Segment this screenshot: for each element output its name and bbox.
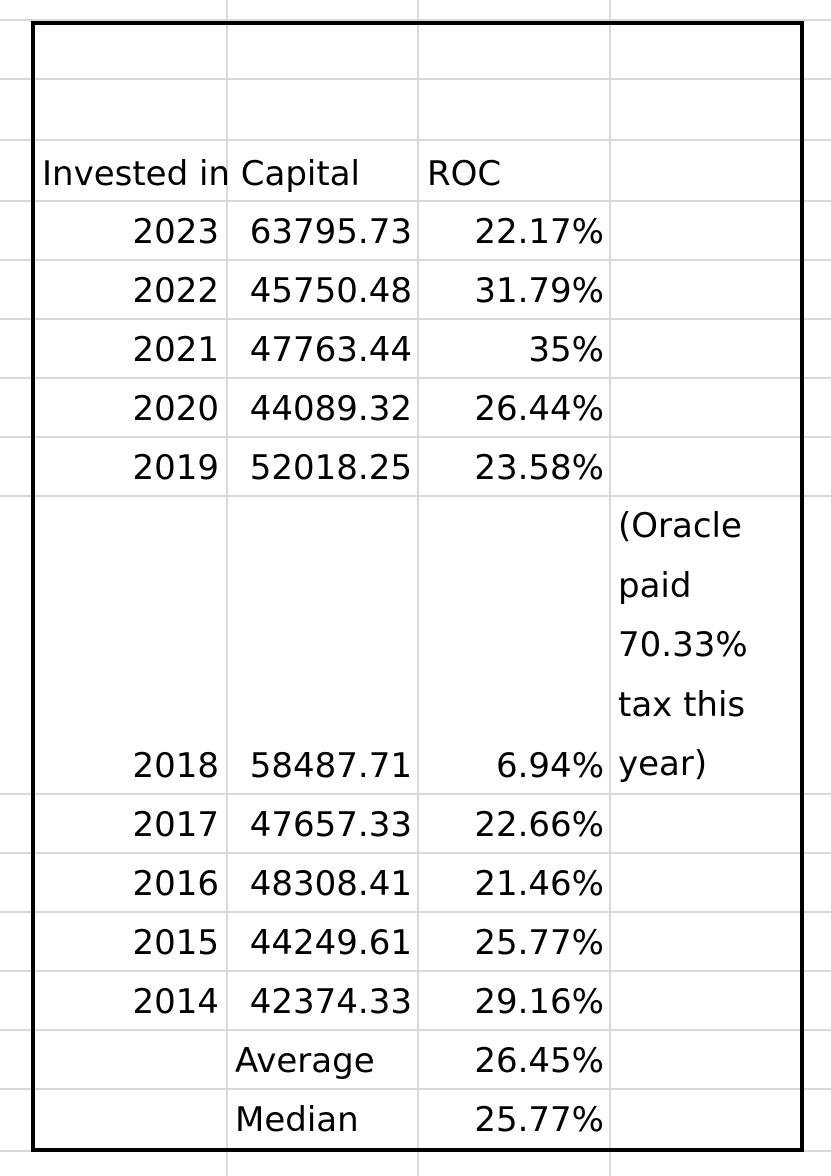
invested-cell[interactable]: 45750.48 — [249, 271, 412, 311]
year-cell[interactable]: 2016 — [132, 864, 219, 904]
note-line: (Oracle — [618, 506, 742, 546]
note-line: year) — [618, 744, 708, 784]
invested-cell[interactable]: 42374.33 — [249, 982, 412, 1022]
average-label[interactable]: Average — [235, 1041, 375, 1081]
oracle-tax-note[interactable] — [618, 497, 808, 795]
invested-cell[interactable]: 47763.44 — [249, 330, 412, 370]
year-cell[interactable]: 2021 — [132, 330, 219, 370]
invested-cell[interactable]: 48308.41 — [249, 864, 412, 904]
note-line: paid — [618, 565, 692, 606]
roc-cell[interactable]: 35% — [528, 330, 604, 370]
invested-cell[interactable]: 47657.33 — [249, 805, 412, 845]
roc-cell[interactable]: 31.79% — [474, 271, 604, 311]
year-cell[interactable]: 2019 — [132, 448, 219, 488]
year-cell[interactable]: 2015 — [132, 923, 219, 963]
invested-cell[interactable]: 52018.25 — [249, 448, 412, 488]
invested-cell[interactable]: 58487.71 — [249, 746, 412, 786]
year-cell[interactable]: 2020 — [132, 389, 219, 429]
year-cell[interactable]: 2022 — [132, 271, 219, 311]
roc-cell[interactable]: 22.66% — [474, 805, 604, 845]
header-roc[interactable]: ROC — [427, 154, 502, 194]
roc-cell[interactable]: 21.46% — [474, 864, 604, 904]
average-value[interactable]: 26.45% — [474, 1041, 604, 1081]
invested-cell[interactable]: 63795.73 — [249, 212, 412, 252]
year-cell[interactable]: 2014 — [132, 982, 219, 1022]
note-line: tax this — [618, 684, 746, 725]
median-value[interactable]: 25.77% — [474, 1100, 604, 1140]
median-label[interactable]: Median — [235, 1100, 359, 1140]
year-cell[interactable]: 2018 — [132, 746, 219, 786]
roc-cell[interactable]: 22.17% — [474, 212, 604, 252]
year-cell[interactable]: 2023 — [132, 212, 219, 252]
roc-cell[interactable]: 29.16% — [474, 982, 604, 1022]
header-invested-in-capital[interactable]: Invested in Capital — [42, 154, 360, 194]
invested-cell[interactable]: 44089.32 — [249, 389, 412, 429]
invested-cell[interactable]: 44249.61 — [249, 923, 412, 963]
roc-cell[interactable]: 26.44% — [474, 389, 604, 429]
note-line: 70.33% — [618, 625, 748, 665]
roc-cell[interactable]: 23.58% — [474, 448, 604, 488]
roc-cell[interactable]: 6.94% — [495, 746, 604, 786]
roc-cell[interactable]: 25.77% — [474, 923, 604, 963]
year-cell[interactable]: 2017 — [132, 805, 219, 845]
